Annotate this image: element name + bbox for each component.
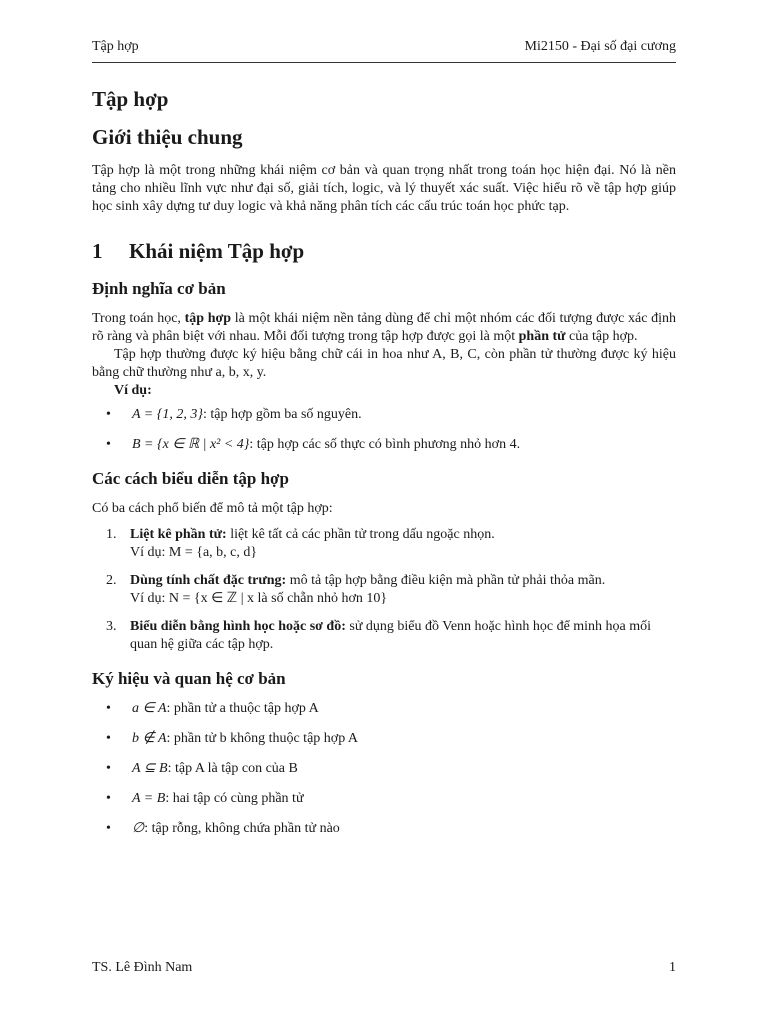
document-title: Tập hợp bbox=[92, 87, 169, 111]
list-item: • b ∉ A: phần tử b không thuộc tập hợp A bbox=[132, 730, 676, 748]
section-title: Khái niệm Tập hợp bbox=[129, 239, 305, 263]
example-label: Ví dụ: bbox=[114, 383, 152, 398]
intro-heading: Giới thiệu chung bbox=[92, 125, 243, 149]
definition-heading: Định nghĩa cơ bản bbox=[92, 279, 226, 298]
section-heading bbox=[92, 238, 676, 264]
representations-heading: Các cách biểu diễn tập hợp bbox=[92, 469, 289, 488]
definition-paragraph: Trong toán học, tập hợp là một khái niệm nền tảng dùng để chỉ một nhóm các đối tượng được xác định rõ ràng và phân biệt với nhau. Mỗi đối tượng trong tập hợp được gọi là một phần tử của tập hợp. bbox=[92, 311, 676, 344]
notation-paragraph: Tập hợp thường được ký hiệu bằng chữ cái in hoa như A, B, C, còn phần tử thường được ký hiệu bằng chữ thường như a, b, x, y. bbox=[92, 347, 676, 380]
notation-heading: Ký hiệu và quan hệ cơ bản bbox=[92, 669, 286, 688]
list-item: 3. Biểu diễn bằng hình học hoặc sơ đồ: sử dụng biểu đồ Venn hoặc hình học để minh họa mối quan hệ giữa các tập hợp. bbox=[106, 619, 652, 652]
running-header bbox=[92, 39, 676, 55]
page-body bbox=[92, 86, 676, 850]
list-item: • ∅: tập rỗng, không chứa phần tử nào bbox=[132, 820, 676, 838]
example-list bbox=[92, 406, 676, 454]
page-number: 1 bbox=[669, 960, 676, 975]
intro-paragraph: Tập hợp là một trong những khái niệm cơ bản và quan trọng nhất trong toán học hiện đại. Nó là nền tảng cho nhiều lĩnh vực như đại số, giải tích, logic, và lý thuyết xác suất. Việc hiểu rõ về tập hợp giúp học sinh xây dựng tư duy logic và khả năng phân tích các cấu trúc toán học phức tạp. bbox=[92, 163, 676, 214]
representations-intro: Có ba cách phổ biến để mô tả một tập hợp: bbox=[92, 501, 333, 516]
list-item: • B = {x ∈ ℝ | x² < 4}: tập hợp các số thực có bình phương nhỏ hơn 4. bbox=[132, 436, 676, 454]
header-course: Mi2150 - Đại số đại cương bbox=[524, 39, 676, 54]
header-title: Tập hợp bbox=[92, 39, 139, 54]
list-item: • a ∈ A: phần tử a thuộc tập hợp A bbox=[132, 700, 676, 718]
list-item: 2. Dùng tính chất đặc trưng: mô tả tập hợp bằng điều kiện mà phần tử phải thỏa mãn. Ví dụ: N = {x ∈ ℤ | x là số chẵn nhỏ hơn 10} bbox=[106, 573, 606, 606]
list-item: 1. Liệt kê phần tử: liệt kê tất cả các phần tử trong dấu ngoặc nhọn. Ví dụ: M = {a, b, c, d} bbox=[106, 527, 495, 560]
notation-list bbox=[92, 700, 676, 838]
footer-author: TS. Lê Đình Nam bbox=[92, 960, 193, 975]
list-item: • A = {1, 2, 3}: tập hợp gồm ba số nguyên. bbox=[132, 406, 676, 424]
running-footer bbox=[92, 960, 676, 976]
representations-list bbox=[92, 526, 676, 654]
list-item: • A = B: hai tập có cùng phần tử bbox=[132, 790, 676, 808]
section-number: 1 bbox=[92, 239, 103, 263]
header-rule bbox=[92, 62, 676, 63]
list-item: • A ⊆ B: tập A là tập con của B bbox=[132, 760, 676, 778]
